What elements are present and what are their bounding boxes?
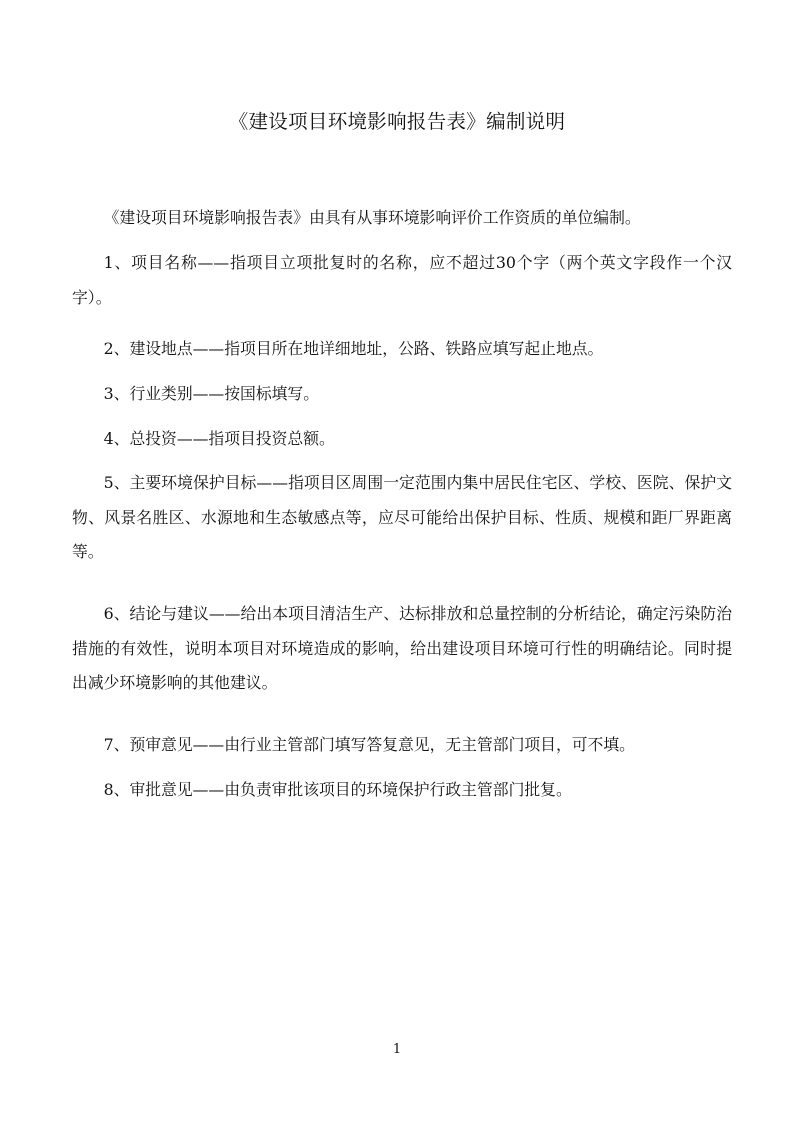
item-protection-targets: 5、主要环境保护目标——指项目区周围一定范围内集中居民住宅区、学校、医院、保护文物、风景名胜区、水源地和生态敏感点等，应尽可能给出保护目标、性质、规模和距厂界距离等。 — [72, 473, 732, 561]
item-construction-site: 2、建设地点——指项目所在地详细地址，公路、铁路应填写起止地点。 — [103, 339, 604, 358]
item-conclusions: 6、结论与建议——给出本项目清洁生产、达标排放和总量控制的分析结论，确定污染防治措施的有效性，说明本项目对环境造成的影响，给出建设项目环境可行性的明确结论。同时提出减少环境影响的其他建议。 — [72, 604, 732, 692]
intro-paragraph: 《建设项目环境影响报告表》由具有从事环境影响评价工作资质的单位编制。 — [103, 208, 641, 227]
item-total-investment: 4、总投资——指项目投资总额。 — [103, 429, 335, 448]
item-project-name: 1、项目名称——指项目立项批复时的名称，应不超过30个字（两个英文字段作一个汉字）。 — [72, 253, 732, 307]
item-pre-review-opinion: 7、预审意见——由行业主管部门填写答复意见，无主管部门项目，可不填。 — [103, 735, 635, 754]
item-approval-opinion: 8、审批意见——由负责审批该项目的环境保护行政主管部门批复。 — [103, 780, 572, 799]
page-title: 《建设项目环境影响报告表》编制说明 — [228, 110, 566, 133]
page-number: 1 — [392, 1042, 402, 1057]
item-industry-category: 3、行业类别——按国标填写。 — [103, 384, 320, 403]
